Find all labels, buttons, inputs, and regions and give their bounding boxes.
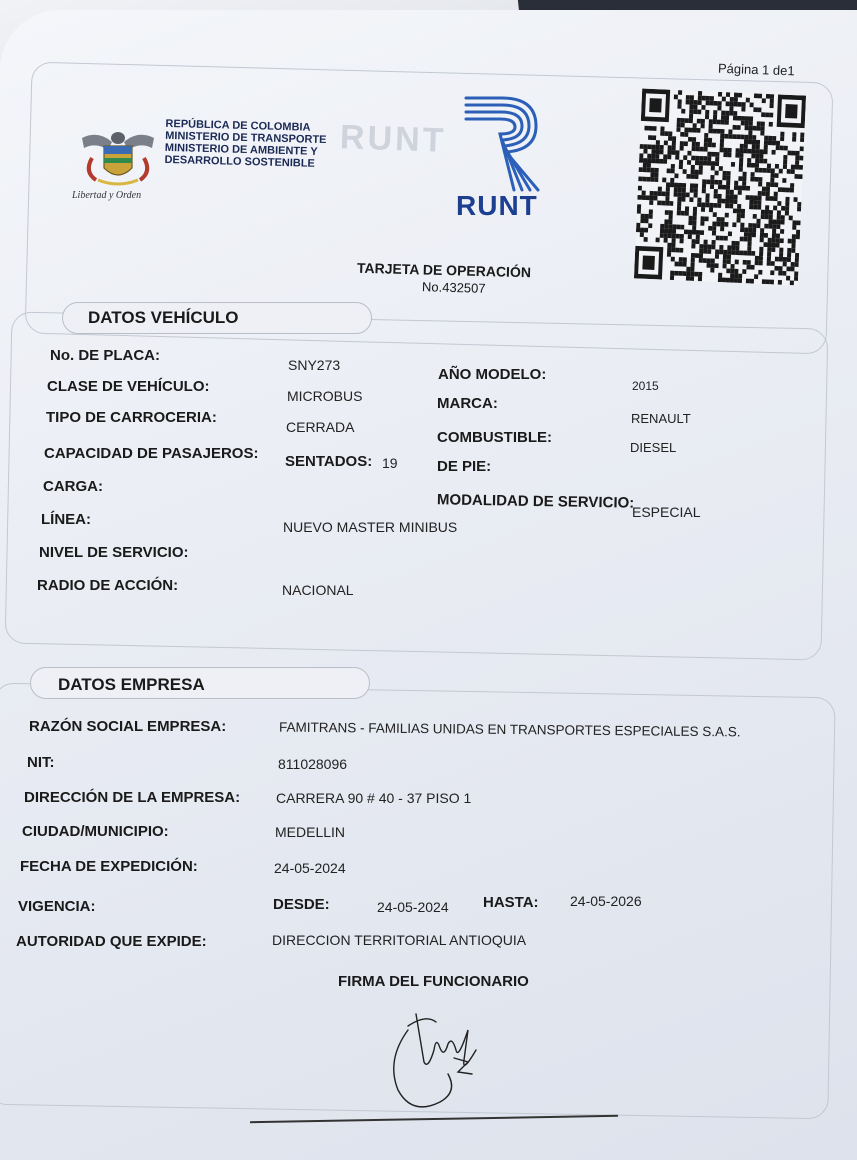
vehicle-class-value: MICROBUS [287, 388, 363, 404]
runt-logo-icon [462, 92, 544, 196]
valid-to-label: HASTA: [483, 894, 539, 911]
issue-date-value: 24-05-2024 [274, 860, 346, 876]
brand-value: RENAULT [631, 411, 691, 426]
radius-label: RADIO DE ACCIÓN: [37, 577, 179, 594]
body-type-value: CERRADA [286, 419, 355, 435]
plate-value: SNY273 [288, 357, 341, 373]
signature-label: FIRMA DEL FUNCIONARIO [338, 973, 529, 990]
qr-code-icon [634, 89, 806, 286]
page-number: Página 1 de1 [717, 60, 795, 79]
address-value: CARRERA 90 # 40 - 37 PISO 1 [276, 790, 472, 806]
nit-value: 811028096 [278, 756, 348, 772]
capacity-label: CAPACIDAD DE PASAJEROS: [44, 445, 259, 462]
brand-label: MARCA: [437, 395, 498, 412]
standing-label: DE PIE: [437, 458, 492, 475]
validity-label: VIGENCIA: [18, 898, 96, 915]
authority-label: AUTORIDAD QUE EXPIDE: [16, 933, 207, 950]
valid-from-value: 24-05-2024 [377, 899, 449, 915]
model-year-value: 2015 [632, 379, 659, 393]
company-section-title: DATOS EMPRESA [58, 675, 205, 694]
runt-watermark: RUNT [339, 118, 448, 160]
fuel-value: DIESEL [630, 440, 677, 455]
service-mode-value: ESPECIAL [632, 504, 701, 520]
seated-value: 19 [382, 455, 398, 471]
vehicle-class-label: CLASE DE VEHÍCULO: [47, 378, 210, 395]
document-title: TARJETA DE OPERACIÓN [356, 259, 532, 281]
authority-value: DIRECCION TERRITORIAL ANTIOQUIA [272, 932, 527, 948]
ministry-heading: REPÚBLICA DE COLOMBIA MINISTERIO DE TRANSPORTE MINISTERIO DE AMBIENTE Y DESARROLLO SOSTENIBLE [164, 117, 327, 170]
vehicle-section-title: DATOS VEHÍCULO [88, 308, 239, 327]
valid-from-label: DESDE: [273, 896, 330, 913]
line-value: NUEVO MASTER MINIBUS [283, 519, 458, 535]
plate-label: No. DE PLACA: [50, 347, 160, 364]
coat-of-arms-icon [78, 128, 158, 192]
body-type-label: TIPO DE CARROCERIA: [46, 409, 217, 426]
issue-date-label: FECHA DE EXPEDICIÓN: [20, 858, 198, 875]
service-level-label: NIVEL DE SERVICIO: [39, 544, 189, 561]
city-value: MEDELLIN [275, 824, 346, 840]
company-name-value: FAMITRANS - FAMILIAS UNIDAS EN TRANSPORTES ESPECIALES S.A.S. [278, 719, 741, 740]
address-label: DIRECCIÓN DE LA EMPRESA: [24, 789, 241, 806]
cargo-label: CARGA: [43, 478, 103, 495]
runt-logo-text: RUNT [456, 190, 538, 221]
national-motto: Libertad y Orden [72, 190, 142, 201]
seated-label: SENTADOS: [285, 453, 373, 470]
fuel-label: COMBUSTIBLE: [437, 429, 552, 446]
valid-to-value: 24-05-2026 [570, 893, 642, 909]
model-year-label: AÑO MODELO: [438, 366, 547, 383]
signature-icon [378, 1000, 498, 1120]
service-mode-label: MODALIDAD DE SERVICIO: [436, 491, 635, 512]
document-number: No.432507 [421, 279, 486, 296]
document-page [0, 10, 857, 1160]
nit-label: NIT: [27, 754, 55, 771]
company-name-label: RAZÓN SOCIAL EMPRESA: [29, 718, 227, 735]
city-label: CIUDAD/MUNICIPIO: [22, 823, 169, 840]
radius-value: NACIONAL [282, 582, 354, 598]
line-label: LÍNEA: [41, 511, 91, 528]
